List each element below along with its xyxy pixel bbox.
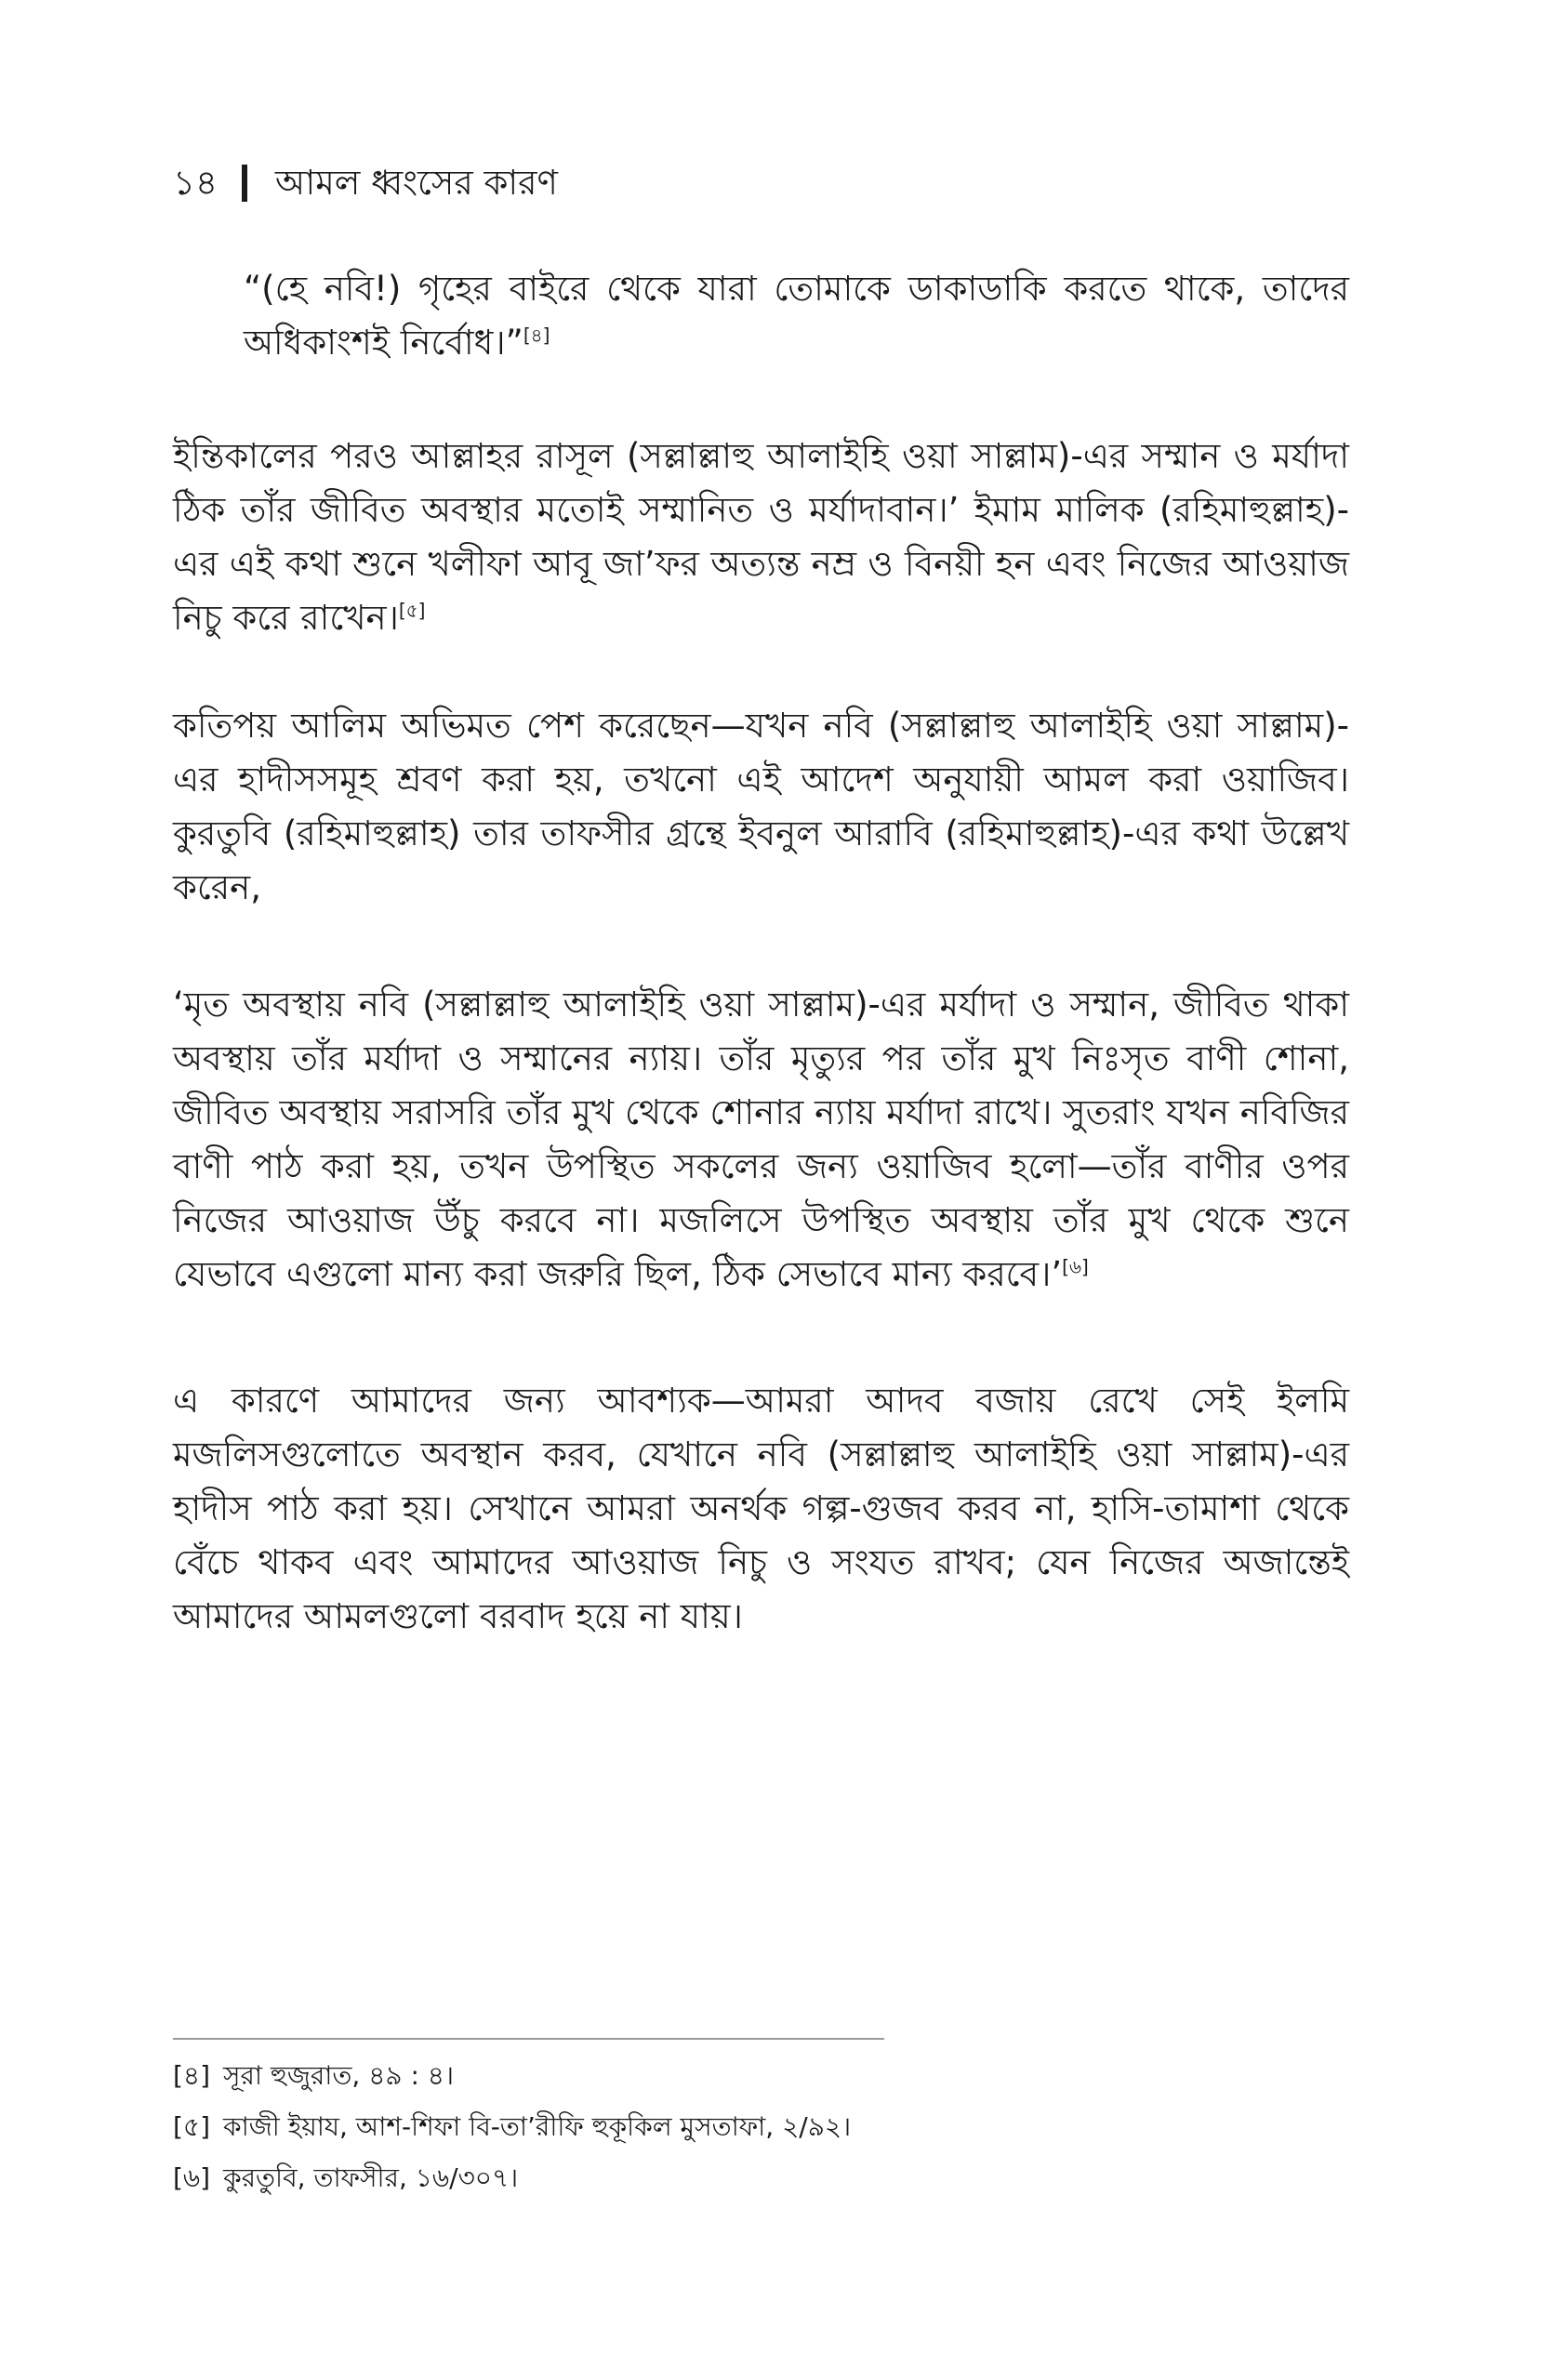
footnote-6	[173, 2152, 1349, 2203]
page-number: ১৪	[173, 163, 219, 203]
footnote-ref-4[interactable]: [৪]	[523, 324, 550, 347]
footnotes	[173, 2050, 1349, 2203]
paragraph-3	[173, 978, 1349, 1302]
quran-quote	[244, 262, 1349, 370]
paragraph-text: ইন্তিকালের পরও আল্লাহর রাসূল (সল্লাল্লাহু আলাইহি ওয়া সাল্লাম)-এর সম্মান ও মর্যাদা ঠিক তাঁর জীবিত অবস্থার মতোই সম্মানিত ও মর্যাদাবান।’ ইমাম মালিক (রহিমাহুল্লাহ)-এর এই কথা শুনে খলীফা আবূ জা’ফর অত্যন্ত নম্র ও বিনয়ী হন এবং নিজের আওয়াজ নিচু করে রাখেন।	[173, 436, 1349, 638]
paragraph-text: এ কারণে আমাদের জন্য আবশ্যক—আমরা আদব বজায় রেখে সেই ইলমি মজলিসগুলোতে অবস্থান করব, যেখানে নবি (সল্লাল্লাহু আলাইহি ওয়া সাল্লাম)-এর হাদীস পাঠ করা হয়। সেখানে আমরা অনর্থক গল্প-গুজব করব না, হাসি-তামাশা থেকে বেঁচে থাকব এবং আমাদের আওয়াজ নিচু ও সংযত রাখব; যেন নিজের অজান্তেই আমাদের আমলগুলো বরবাদ হয়ে না যায়।	[173, 1381, 1349, 1636]
footnote-5	[173, 2101, 1349, 2152]
paragraph-1	[173, 430, 1349, 645]
book-title: আমল ধ্বংসের কারণ	[275, 163, 558, 203]
paragraph-2	[173, 699, 1349, 915]
footnote-divider	[173, 2038, 884, 2040]
running-head	[173, 160, 558, 206]
footnote-mark: [৫]	[173, 2111, 211, 2142]
footnote-text: কুরতুবি, তাফসীর, ১৬/৩০৭।	[223, 2162, 519, 2193]
footnote-text: সূরা হুজুরাত, ৪৯ : ৪।	[223, 2060, 454, 2091]
paragraph-4	[173, 1374, 1349, 1644]
footnote-mark: [৪]	[173, 2060, 211, 2091]
footnote-ref-5[interactable]: [৫]	[398, 599, 426, 622]
quote-text: “(হে নবি!) গৃহের বাইরে থেকে যারা তোমাকে ডাকাডাকি করতে থাকে, তাদের অধিকাংশই নির্বোধ।”	[244, 269, 1349, 363]
footnote-ref-6[interactable]: [৬]	[1062, 1255, 1089, 1278]
footnote-text: কাজী ইয়ায, আশ-শিফা বি-তা’রীফি হুকূকিল মুসতাফা, ২/৯২।	[223, 2111, 852, 2142]
header-separator-bar	[242, 165, 247, 202]
footnote-mark: [৬]	[173, 2162, 211, 2193]
paragraph-text: ‘মৃত অবস্থায় নবি (সল্লাল্লাহু আলাইহি ওয়া সাল্লাম)-এর মর্যাদা ও সম্মান, জীবিত থাকা অবস্থায় তাঁর মর্যাদা ও সম্মানের ন্যায়। তাঁর মৃত্যুর পর তাঁর মুখ নিঃসৃত বাণী শোনা, জীবিত অবস্থায় সরাসরি তাঁর মুখ থেকে শোনার ন্যায় মর্যাদা রাখে। সুতরাং যখন নবিজির বাণী পাঠ করা হয়, তখন উপস্থিত সকলের জন্য ওয়াজিব হলো—তাঁর বাণীর ওপর নিজের আওয়াজ উঁচু করবে না। মজলিসে উপস্থিত অবস্থায় তাঁর মুখ থেকে শুনে যেভাবে এগুলো মান্য করা জরুরি ছিল, ঠিক সেভাবে মান্য করবে।’	[173, 985, 1349, 1294]
footnote-4	[173, 2050, 1349, 2101]
paragraph-text: কতিপয় আলিম অভিমত পেশ করেছেন—যখন নবি (সল্লাল্লাহু আলাইহি ওয়া সাল্লাম)-এর হাদীসসমূহ শ্রবণ করা হয়, তখনো এই আদেশ অনুযায়ী আমল করা ওয়াজিব। কুরতুবি (রহিমাহুল্লাহ) তার তাফসীর গ্রন্থে ইবনুল আরাবি (রহিমাহুল্লাহ)-এর কথা উল্লেখ করেন,	[173, 706, 1349, 907]
